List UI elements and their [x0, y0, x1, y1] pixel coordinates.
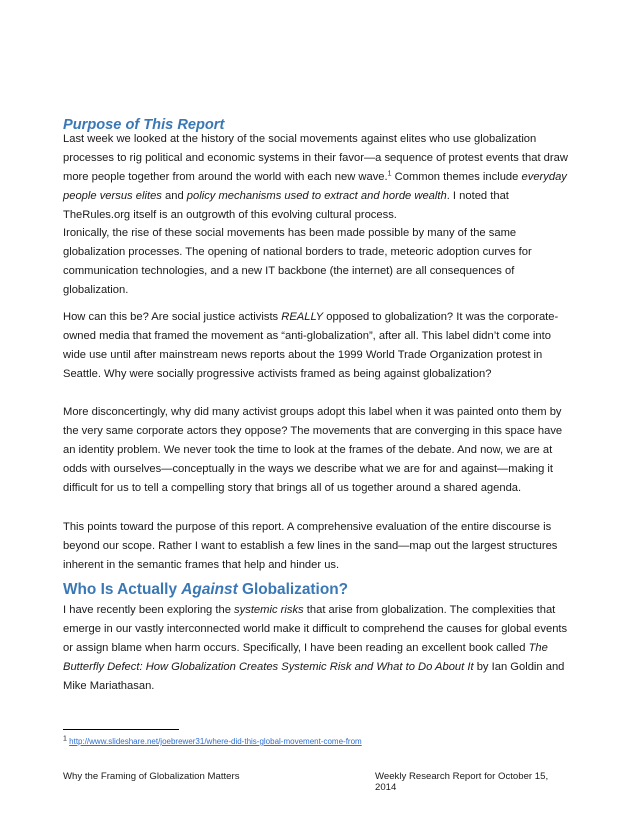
paragraph-how-can-this-be: How can this be? Are social justice activists REALLY opposed to globalization? It was the corporate-owned media that framed the movement as “anti-globalization”, after all. This label didn’t come into wide use until after mainstream news reports about the 1999 World Trade Organization protest in Seattle. Why were socially progressive activists framed as being against globalization?	[63, 311, 559, 380]
paragraph-ironically: Ironically, the rise of these social movements has been made possible by many of the same globalization processes. The opening of national borders to trade, meteoric adoption curves for communication technologies, and a new IT backbone (the internet) are all consequences of globalization.	[63, 227, 532, 296]
section-heading-who-is-against: Who Is Actually Against Globalization?	[63, 581, 349, 598]
footer-report-date: Weekly Research Report for October 15, 2014	[375, 771, 549, 793]
paragraph-intro: Last week we looked at the history of the social movements against elites who use globalization processes to rig political and economic systems in their favor—a sequence of protest events that draw more people together from around the world with each new wave.$^1$ Common themes include everyday people versus elites and policy mechanisms used to extract and horde wealth. I noted that TheRules.org itself is an outgrowth of this evolving cultural process.	[63, 133, 568, 221]
footnote	[63, 737, 362, 746]
footer-document-title: Why the Framing of Globalization Matters	[63, 771, 240, 782]
footnote-number: 1	[63, 735, 67, 743]
paragraph-purpose: This points toward the purpose of this report. A comprehensive evaluation of the entire discourse is beyond our scope. Rather I want to establish a few lines in the sand—map out the largest structures inherent in the semantic frames that help and hinder us.	[63, 521, 558, 571]
footnote-ref: 1	[387, 170, 392, 178]
footnote-link[interactable]: http://www.slideshare.net/joebrewer31/where-did-this-global-movement-come-from	[69, 737, 362, 746]
section-heading-purpose: Purpose of This Report	[63, 117, 225, 133]
paragraph-disconcertingly: More disconcertingly, why did many activist groups adopt this label when it was painted onto them by the very same corporate actors they oppose? The movements that are converging in this space have an identity problem. We never took the time to look at the frames of the debate. And now, we are at odds with ourselves—conceptually in the ways we describe what we are for and against—making it difficult for us to tell a compelling story that brings all of us together around a shared agenda.	[63, 406, 563, 494]
footnote-divider	[63, 729, 179, 730]
paragraph-systemic-risks: I have recently been exploring the systemic risks that arise from globalization. The complexities that emerge in our vastly interconnected world make it difficult to comprehend the causes for global events or assign blame when harm occurs. Specifically, I have been reading an excellent book called The Butterfly Defect: How Globalization Creates Systemic Risk and What to Do About It by Ian Goldin and Mike Mariathasan.	[63, 604, 568, 692]
